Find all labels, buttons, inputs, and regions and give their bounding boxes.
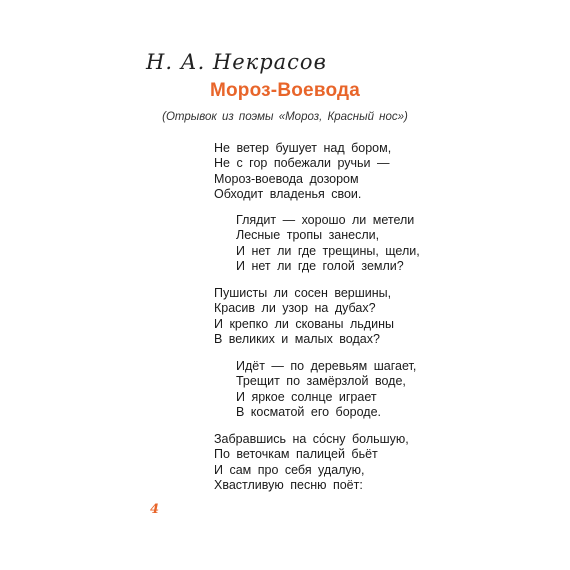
stanza-4	[236, 359, 416, 420]
poem-line: Лесные тропы занесли,	[236, 228, 380, 243]
poem-line: И крепко ли скованы льдины	[214, 316, 394, 331]
poem-line: И яркое солнце играет	[236, 389, 377, 404]
poem-line: Красив ли узор на дубах?	[214, 301, 376, 316]
author-name: Н. А. Некрасов	[146, 50, 327, 74]
poem-line: Глядит — хорошо ли метели	[236, 213, 415, 227]
poem-line: Обходит владенья свои.	[214, 186, 362, 201]
poem-line: И сам про себя удалую,	[214, 462, 365, 477]
page-number: 4	[150, 502, 160, 517]
poem-line: И нет ли где голой земли?	[236, 258, 404, 273]
poem-line: И нет ли где трещины, щели,	[236, 243, 420, 258]
poem-line: По веточкам палицей бьёт	[214, 447, 378, 462]
stanza-3	[214, 286, 394, 347]
stanza-1	[214, 141, 391, 202]
poem-title: Мороз-Воевода	[209, 80, 361, 101]
poem-line: В косматой его бороде.	[236, 404, 382, 419]
poem-line: Мороз-воевода дозором	[214, 171, 359, 186]
poem-line: Трещит по замёрзлой воде,	[236, 374, 406, 389]
poem-line: Хвастливую песню поёт:	[214, 477, 363, 492]
poem-line: В великих и малых водах?	[214, 331, 380, 346]
stanza-2	[236, 213, 420, 274]
poem-line: Идёт — по деревьям шагает,	[236, 359, 417, 373]
poem-subtitle: (Отрывок из поэмы «Мороз, Красный нос»)	[162, 111, 408, 123]
poem-line: Пушисты ли сосен вершины,	[214, 286, 392, 300]
poem-line: Не ветер бушует над бором,	[214, 141, 392, 155]
poem-line: Забравшись на со́сну большую,	[214, 432, 409, 446]
poem-line: Не с гор побежали ручьи —	[214, 156, 390, 171]
stanza-5	[214, 432, 409, 493]
